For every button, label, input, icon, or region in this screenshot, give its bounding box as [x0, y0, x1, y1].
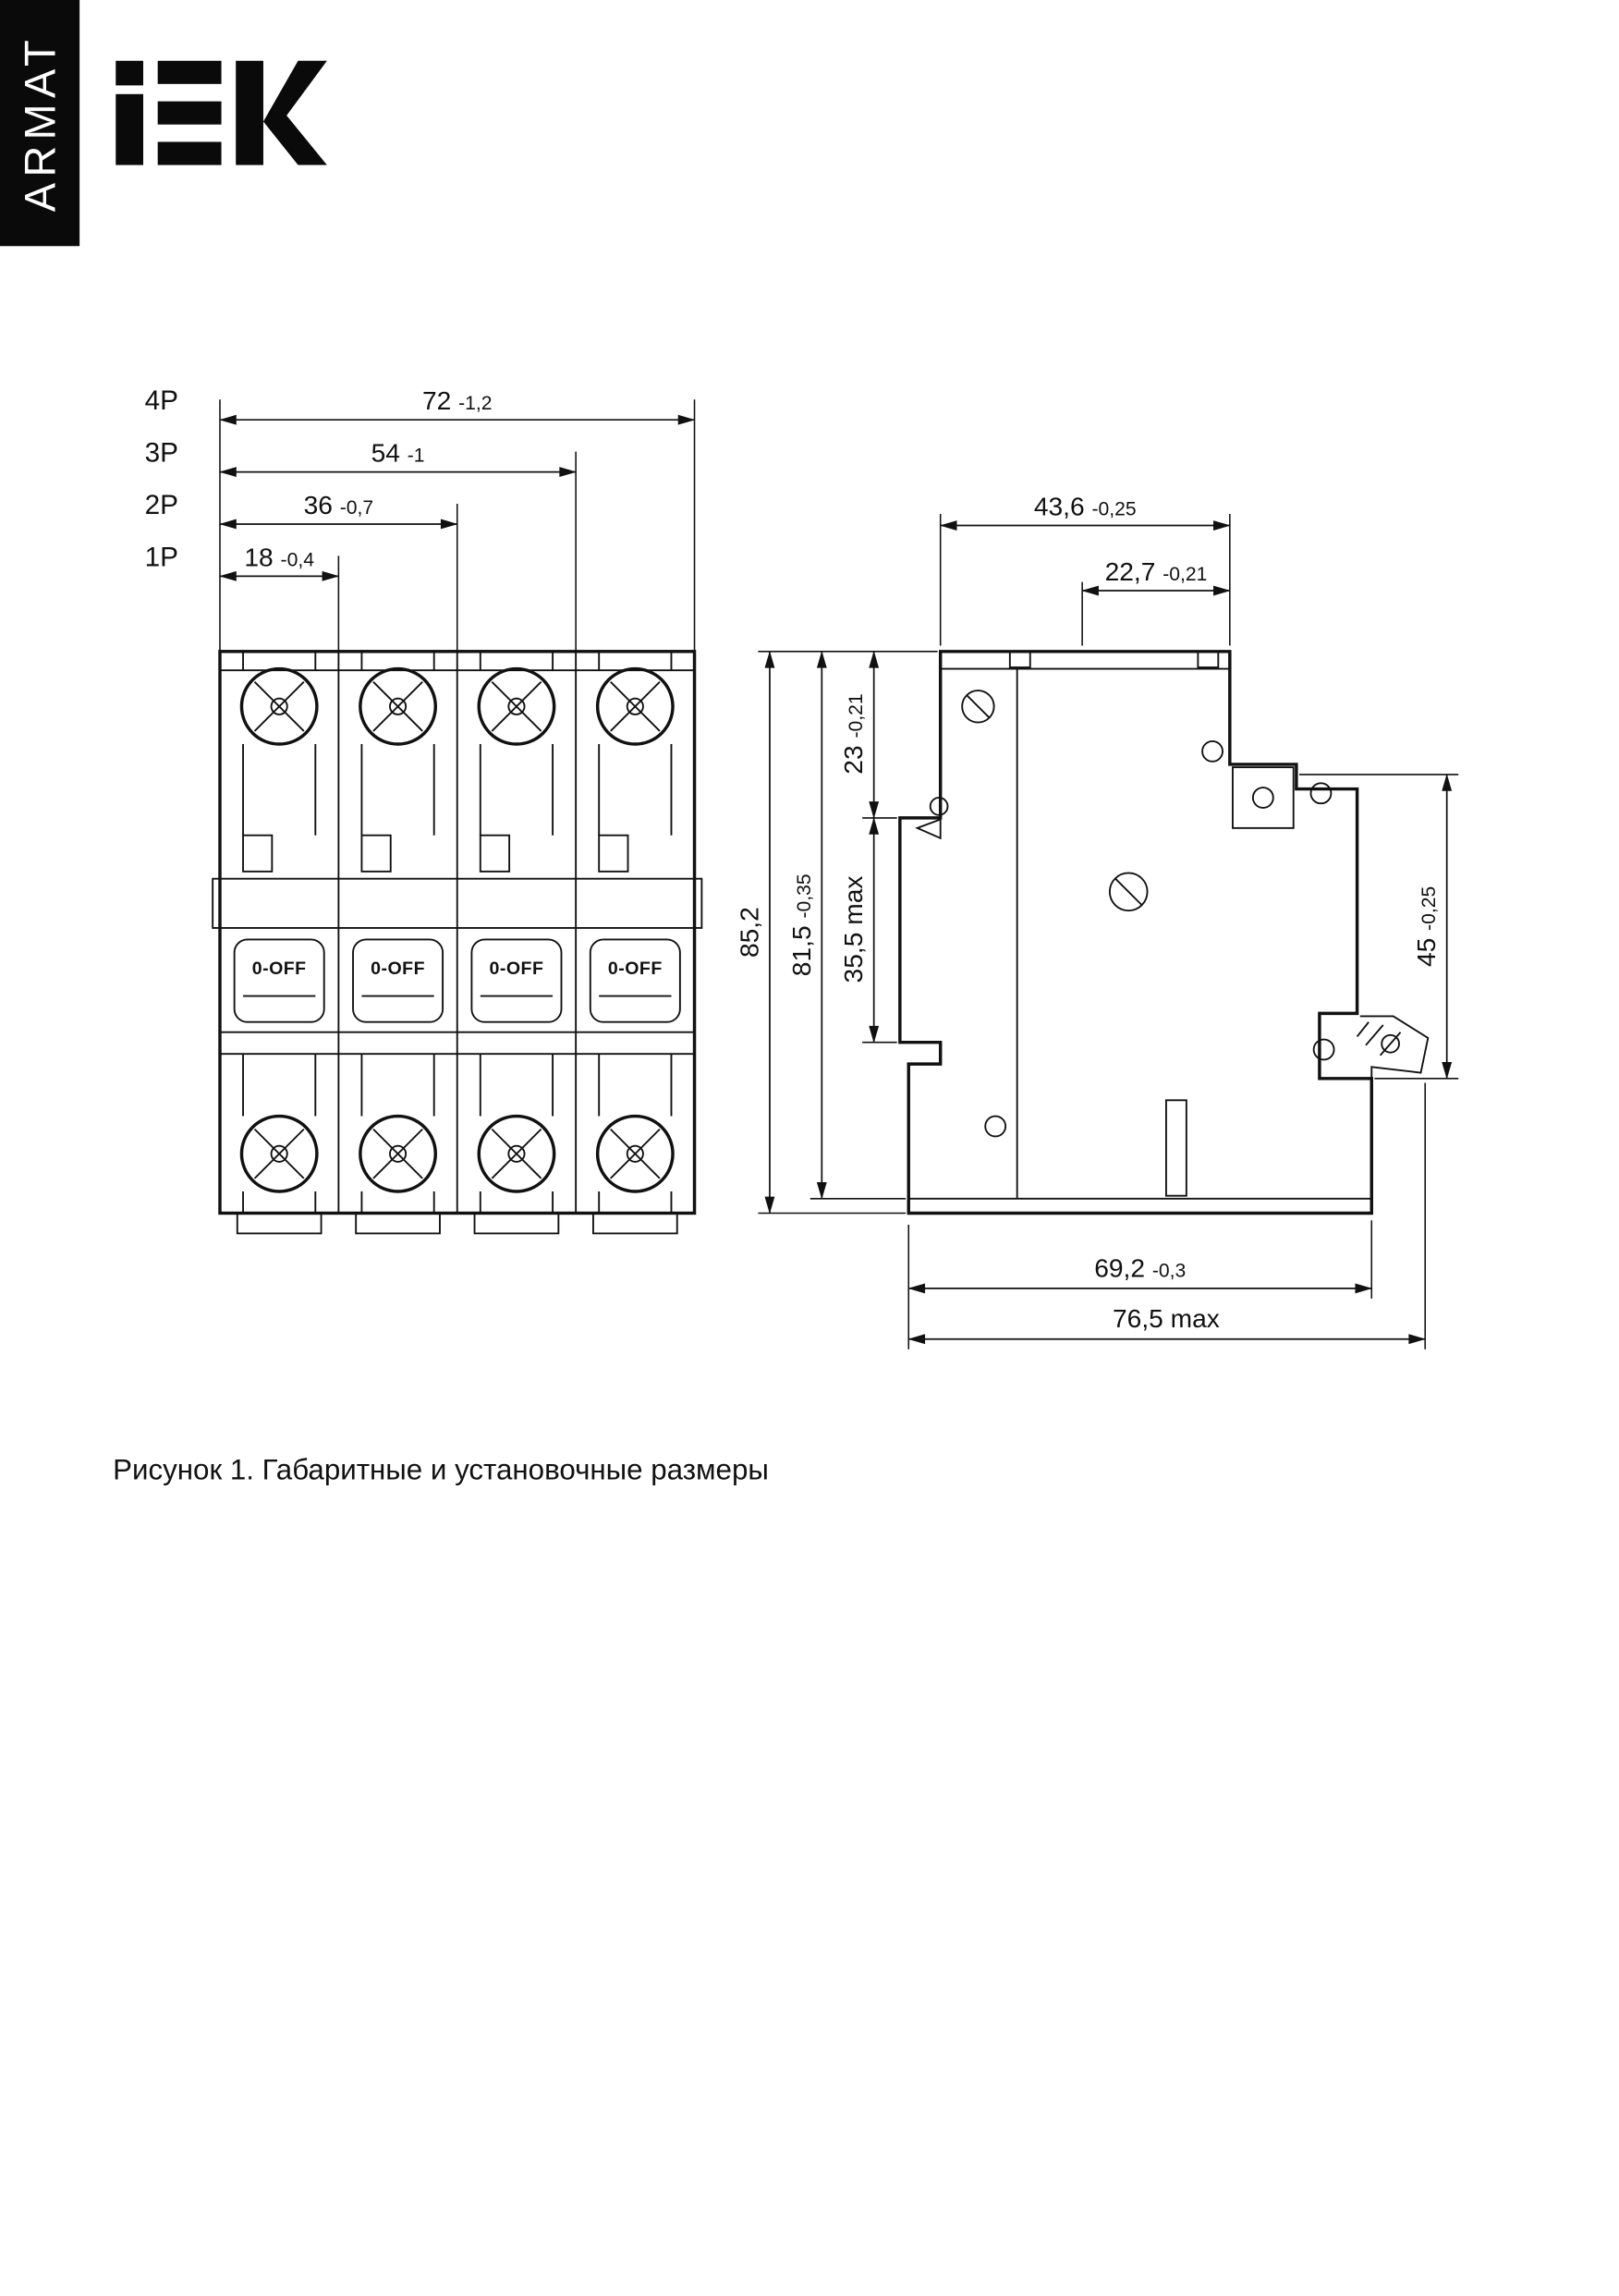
dim-value-body-height: 81,5-0,35 — [785, 873, 816, 977]
rear-slot — [1166, 1100, 1187, 1195]
toggle-switch — [235, 939, 324, 1021]
front-extension-lines — [220, 399, 695, 652]
breaker-pole — [590, 652, 680, 1234]
iek-logo-k-stem — [236, 61, 263, 165]
side-body-outline — [900, 652, 1371, 1214]
side-pivot-slot — [1115, 879, 1141, 905]
toggle-switch — [590, 939, 680, 1021]
terminal-clamp-tab — [361, 836, 390, 872]
mounting-foot — [593, 1213, 677, 1233]
dim-value-total-height: 85,2 — [734, 907, 764, 959]
dim-value-1p: 18 -0,4 — [244, 542, 314, 572]
side-rivet — [985, 1117, 1005, 1137]
side-top-tab — [1010, 652, 1030, 667]
toggle-label: 0-OFF — [607, 959, 663, 980]
side-rivet — [1253, 788, 1273, 808]
screw-cross — [255, 682, 304, 731]
screw-cross — [492, 682, 541, 731]
dim-value-upper-height: 23-0,21 — [838, 693, 869, 775]
breaker-pole — [235, 652, 324, 1234]
side-top-tab — [1198, 652, 1218, 667]
side-rivet — [1202, 741, 1223, 762]
side-rivet — [1311, 783, 1332, 803]
dim-value-top-width: 43,6 -0,25 — [1033, 491, 1137, 521]
iek-logo-k-arm — [263, 61, 327, 122]
screw-cross — [255, 1130, 304, 1179]
side-rivet — [1314, 1040, 1334, 1060]
iek-logo-i-stem — [116, 94, 143, 165]
case-seams — [243, 1054, 315, 1213]
side-dimensions — [734, 492, 1458, 1350]
din-latch — [1360, 1016, 1429, 1078]
toggle-label: 0-OFF — [251, 959, 307, 980]
dim-value-din-height: 45-0,25 — [1411, 885, 1442, 968]
din-latch-hatch — [1357, 1022, 1401, 1056]
figure-caption: Рисунок 1. Габаритные и установочные размеры — [113, 1453, 769, 1486]
toggle-switch — [353, 939, 443, 1021]
dim-value-top-front: 22,7 -0,21 — [1104, 556, 1208, 587]
iek-logo-e-bar — [158, 141, 222, 165]
rear-block — [1233, 767, 1294, 828]
screw-cross — [373, 1130, 422, 1179]
armat-label: ARMAT — [15, 33, 65, 213]
pole-label-4p: 4P — [144, 385, 178, 417]
screw-cross — [373, 682, 422, 731]
side-view — [900, 652, 1428, 1214]
toggle-switch — [471, 939, 561, 1021]
case-seams — [361, 1054, 433, 1213]
side-screw-slot — [967, 695, 990, 718]
pole-label-3p: 3P — [144, 437, 178, 469]
terminal-clamp-tab — [243, 836, 272, 872]
mounting-foot — [356, 1213, 440, 1233]
front-view — [213, 652, 701, 1234]
screw-cross — [611, 1130, 660, 1179]
toggle-label: 0-OFF — [489, 959, 544, 980]
pole-label-1p: 1P — [144, 542, 178, 573]
case-seams — [599, 1054, 671, 1213]
dim-value-max-width: 76,5 max — [1113, 1303, 1220, 1334]
mounting-foot — [475, 1213, 559, 1233]
iek-logo — [116, 61, 327, 165]
brand-block — [0, 0, 327, 246]
screw-cross — [492, 1130, 541, 1179]
dim-value-bottom-width: 69,2 -0,3 — [1094, 1252, 1187, 1283]
dim-value-3p: 54 -1 — [371, 437, 425, 468]
case-seams — [481, 1054, 553, 1213]
pole-label-2p: 2P — [144, 489, 178, 521]
front-latch-tip — [918, 819, 941, 837]
screw-cross — [611, 682, 660, 731]
terminal-clamp-tab — [481, 836, 509, 872]
dim-value-4p: 72 -1,2 — [421, 385, 493, 416]
dim-value-2p: 36 -0,7 — [303, 489, 374, 520]
breaker-pole — [353, 652, 443, 1234]
mounting-foot — [237, 1213, 322, 1233]
iek-logo-e-bar — [158, 61, 222, 84]
terminal-clamp-tab — [599, 836, 627, 872]
iek-logo-i-dot — [116, 61, 143, 86]
toggle-label: 0-OFF — [371, 959, 425, 980]
iek-logo-e-bar — [158, 102, 222, 125]
dim-value-latch-zone: 35,5 max — [838, 875, 869, 983]
breaker-pole — [471, 652, 561, 1234]
front-dimensions — [145, 385, 695, 652]
iek-logo-k-arm — [263, 110, 327, 165]
